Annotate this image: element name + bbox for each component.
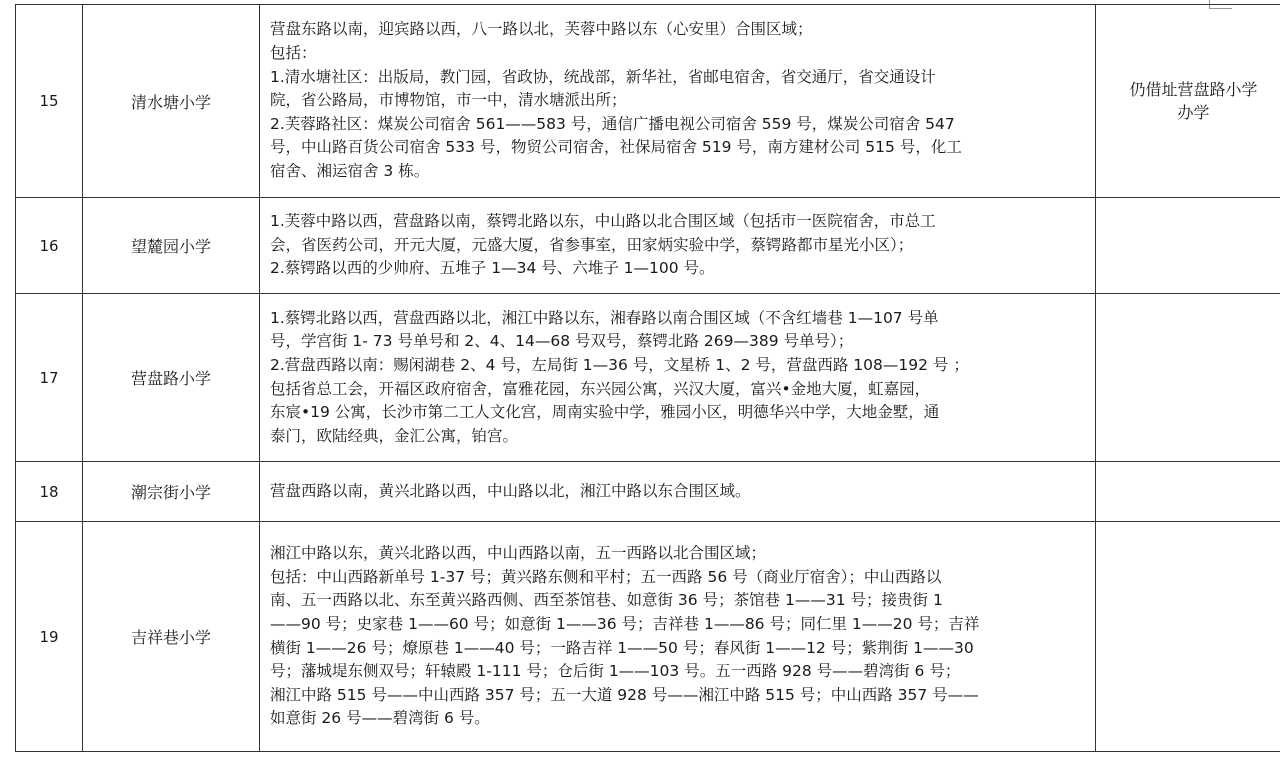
description-line: 院，省公路局，市博物馆，市一中，清水塘派出所； [270, 91, 627, 110]
description-line: 包括省总工会，开福区政府宿舍，富雅花园，东兴园公寓，兴汉大厦，富兴•金地大厦，虹嘉园， [270, 379, 931, 398]
zone-description [260, 294, 1096, 462]
description-line: 营盘东路以南，迎宾路以西，八一路以北，芙蓉中路以东（心安里）合围区域； [270, 20, 813, 39]
school-name: 潮宗街小学 [83, 462, 260, 522]
zone-description [260, 198, 1096, 294]
remarks-cell [1096, 462, 1280, 522]
row-number: 15 [16, 5, 83, 198]
zone-description [260, 462, 1096, 522]
description-line: 南、五一西路以北、东至黄兴路西侧、西至茶馆巷、如意街 36 号；茶馆巷 1——31 号；接贵街 1 [270, 591, 943, 610]
table-row [16, 522, 1280, 752]
description-line: 会，省医药公司，开元大厦，元盛大厦，省参事室，田家炳实验中学，蔡锷路都市星光小区）； [270, 235, 914, 254]
remarks-cell [1096, 522, 1280, 752]
description-line: 2.营盘西路以南：赐闲湖巷 2、4 号，左局街 1—36 号，文星桥 1、2 号，营盘西路 108—192 号 ； [270, 355, 969, 374]
description-line: 湘江中路以东，黄兴北路以西，中山西路以南，五一西路以北合围区域； [270, 544, 767, 563]
remarks-cell [1096, 294, 1280, 462]
zone-description [260, 522, 1096, 752]
table-row [16, 462, 1280, 522]
description-line: 横街 1——26 号；燎原巷 1——40 号；一路吉祥 1——50 号；春风街 1——12 号；紫荆街 1——30 [270, 638, 974, 657]
zone-description [260, 5, 1096, 198]
description-line: 营盘西路以南，黄兴北路以西，中山路以北，湘江中路以东合围区域。 [270, 481, 751, 500]
school-name: 吉祥巷小学 [83, 522, 260, 752]
school-name: 营盘路小学 [83, 294, 260, 462]
remarks-cell [1096, 198, 1280, 294]
table-row [16, 5, 1280, 198]
description-line: 号，学宫街 1- 73 号单号和 2、4、14—68 号双号，蔡锷北路 269—389 号单号）； [270, 332, 854, 351]
row-number: 16 [16, 198, 83, 294]
school-name: 望麓园小学 [83, 198, 260, 294]
remarks-line: 仍借址营盘路小学 [1129, 80, 1258, 99]
school-zone-table [15, 4, 1280, 752]
description-line: 湘江中路 515 号——中山西路 357 号；五一大道 928 号——湘江中路 515 号；中山西路 357 号—— [270, 685, 979, 704]
row-number: 19 [16, 522, 83, 752]
description-line: 号；藩城堤东侧双号；轩辕殿 1-111 号；仓后街 1——103 号。五一西路 928 号——碧湾街 6 号； [270, 662, 961, 681]
description-line: 包括： [270, 44, 317, 63]
row-number: 17 [16, 294, 83, 462]
description-line: ——90 号；史家巷 1——60 号；如意街 1——36 号；吉祥巷 1——86 号；同仁里 1——20 号；吉祥 [270, 614, 980, 633]
description-line: 泰门，欧陆经典，金汇公寓，铂宫。 [270, 426, 519, 445]
remarks-cell [1096, 5, 1280, 198]
school-name: 清水塘小学 [83, 5, 260, 198]
description-line: 宿舍、湘运宿舍 3 栋。 [270, 161, 430, 180]
description-line: 东宸•19 公寓，长沙市第二工人文化宫，周南实验中学，雅园小区，明德华兴中学，大地金墅，通 [270, 403, 940, 422]
description-line: 包括：中山西路新单号 1-37 号；黄兴路东侧和平村；五一西路 56 号（商业厅宿舍）；中山西路以 [270, 567, 942, 586]
description-line: 2.蔡锷路以西的少帅府、五堆子 1—34 号、六堆子 1—100 号。 [270, 259, 715, 278]
table-row [16, 198, 1280, 294]
description-line: 2.芙蓉路社区：煤炭公司宿舍 561——583 号，通信广播电视公司宿舍 559 号，煤炭公司宿舍 547 [270, 114, 955, 133]
description-line: 如意街 26 号——碧湾街 6 号。 [270, 709, 490, 728]
description-line: 1.蔡锷北路以西，营盘西路以北，湘江中路以东，湘春路以南合围区域（不含红墙巷 1—107 号单 [270, 308, 939, 327]
description-line: 号，中山路百货公司宿舍 533 号，物贸公司宿舍，社保局宿舍 519 号，南方建材公司 515 号，化工 [270, 138, 962, 157]
table-row [16, 294, 1280, 462]
description-line: 1.芙蓉中路以西，营盘路以南，蔡锷北路以东，中山路以北合围区域（包括市一医院宿舍，市总工 [270, 212, 936, 231]
remarks-line: 办学 [1177, 103, 1210, 122]
table-body [16, 5, 1280, 752]
description-line: 1.清水塘社区：出版局，教门园，省政协，统战部，新华社，省邮电宿舍，省交通厅，省交通设计 [270, 67, 936, 86]
row-number: 18 [16, 462, 83, 522]
